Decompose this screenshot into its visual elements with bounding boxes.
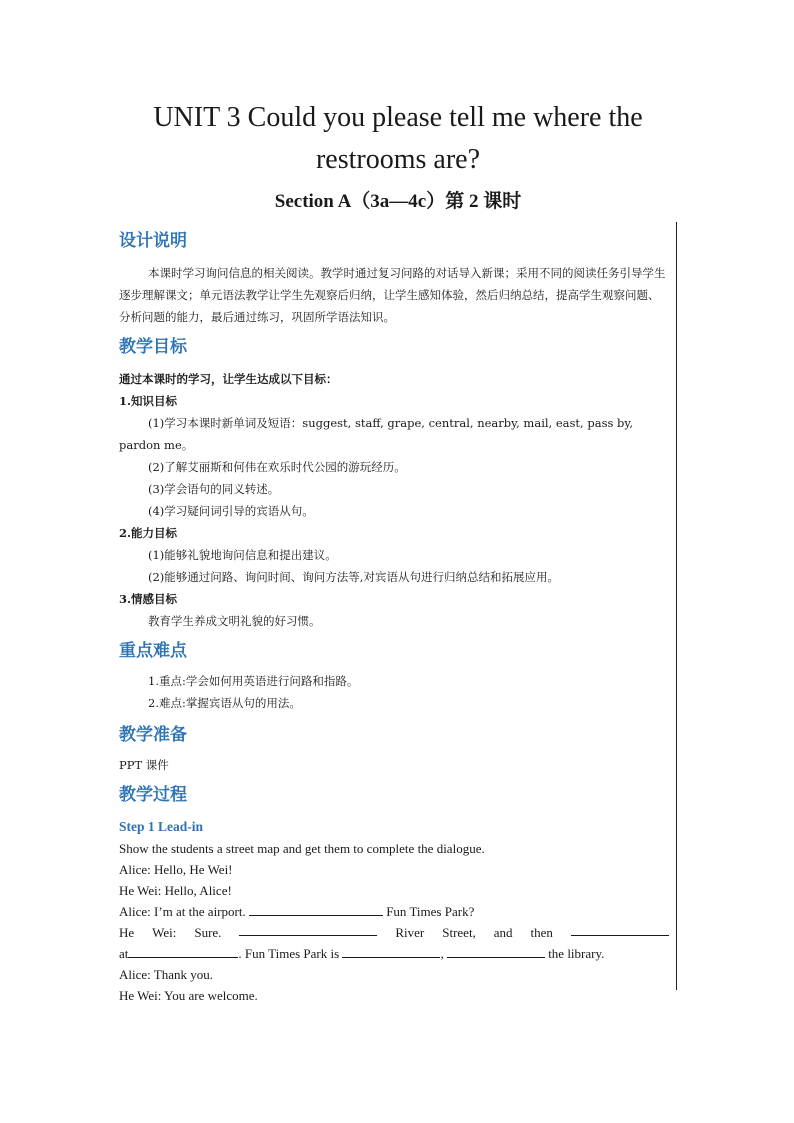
step1-instruction: Show the students a street map and get them to complete the dialogue. [119, 841, 485, 856]
dialogue-line-4 [119, 922, 669, 943]
answer-blank-1[interactable] [249, 902, 383, 916]
objectives-intro: 通过本课时的学习，让学生达成以下目标： [119, 372, 338, 386]
knowledge-item-4: (4)学习疑问词引导的宾语从句。 [148, 504, 314, 518]
unit-title-line2: restrooms are? [315, 144, 481, 175]
dialogue-line-7: He Wei: You are welcome. [119, 988, 258, 1003]
answer-blank-3[interactable] [571, 922, 669, 936]
ability-item-1: (1)能够礼貌地询问信息和提出建议。 [148, 548, 337, 562]
margin-rule [676, 222, 677, 990]
dialogue-line-4-word: Street, [442, 925, 476, 940]
objectives-heading: 教学目标 [119, 337, 187, 357]
knowledge-item-2: (2)了解艾丽斯和何伟在欢乐时代公园的游玩经历。 [148, 460, 406, 474]
keypoint-2: 2.难点:掌握宾语从句的用法。 [148, 696, 301, 710]
dialogue-line-4-word: Wei: [152, 925, 177, 940]
answer-blank-6[interactable] [447, 944, 545, 958]
prep-text: PPT 课件 [119, 758, 169, 772]
answer-blank-5[interactable] [342, 944, 440, 958]
knowledge-item-1b: pardon me。 [119, 438, 194, 452]
dialogue-line-2: He Wei: Hello, Alice! [119, 883, 232, 898]
dialogue-line-3-start: Alice: I’m at the airport. [119, 904, 246, 919]
prep-heading: 教学准备 [119, 725, 187, 745]
answer-blank-2[interactable] [239, 922, 377, 936]
dialogue-line-4-word: He [119, 925, 135, 940]
knowledge-item-1a: (1)学习本课时新单词及短语：suggest, staff, grape, central, nearby, mail, east, pass by, [148, 416, 634, 430]
dialogue-line-5 [119, 943, 669, 964]
ability-title: 2.能力目标 [119, 526, 178, 540]
ability-item-2: (2)能够通过问路、询问时间、询问方法等,对宾语从句进行归纳总结和拓展应用。 [148, 570, 559, 584]
dialogue-line-4-word: River [395, 925, 425, 940]
dialogue-line-3 [119, 901, 669, 922]
dialogue-line-4-word: then [530, 925, 553, 940]
section-subtitle: Section A（3a—4c）第 2 课时 [274, 191, 522, 212]
process-heading: 教学过程 [119, 785, 187, 805]
dialogue-line-5-mid: . Fun Times Park is [238, 946, 340, 961]
keypoints-heading: 重点难点 [119, 641, 187, 661]
dialogue-line-5-end: the library. [548, 946, 605, 961]
knowledge-title: 1.知识目标 [119, 394, 178, 408]
design-text: 本课时学习询问信息的相关阅读。教学时通过复习问路的对话导入新课；采用不同的阅读任务引导学生逐步理解课文；单元语法教学让学生先观察后归纳，让学生感知体验，然后归纳总结，提高学生观察问题、分析问题的能力，最后通过练习，巩固所学语法知识。 [119, 266, 666, 324]
dialogue-line-4-word: and [493, 925, 513, 940]
design-heading: 设计说明 [119, 231, 187, 251]
step1-title: Step 1 Lead-in [119, 819, 204, 834]
unit-title-line1: UNIT 3 Could you please tell me where the [153, 102, 643, 133]
dialogue-line-5-at: at [119, 946, 129, 961]
dialogue-line-3-end: Fun Times Park? [386, 904, 475, 919]
lesson-content [119, 228, 669, 1006]
knowledge-item-3: (3)学会语句的同义转述。 [148, 482, 280, 496]
dialogue-line-5-comma: , [440, 946, 444, 961]
keypoint-1: 1.重点:学会如何用英语进行问路和指路。 [148, 674, 359, 688]
emotion-title: 3.情感目标 [119, 592, 178, 606]
dialogue-line-1: Alice: Hello, He Wei! [119, 862, 233, 877]
emotion-item-1: 教育学生养成文明礼貌的好习惯。 [148, 614, 321, 628]
dialogue-line-4-word: Sure. [194, 925, 222, 940]
answer-blank-4[interactable] [128, 944, 238, 958]
dialogue-line-6: Alice: Thank you. [119, 967, 213, 982]
